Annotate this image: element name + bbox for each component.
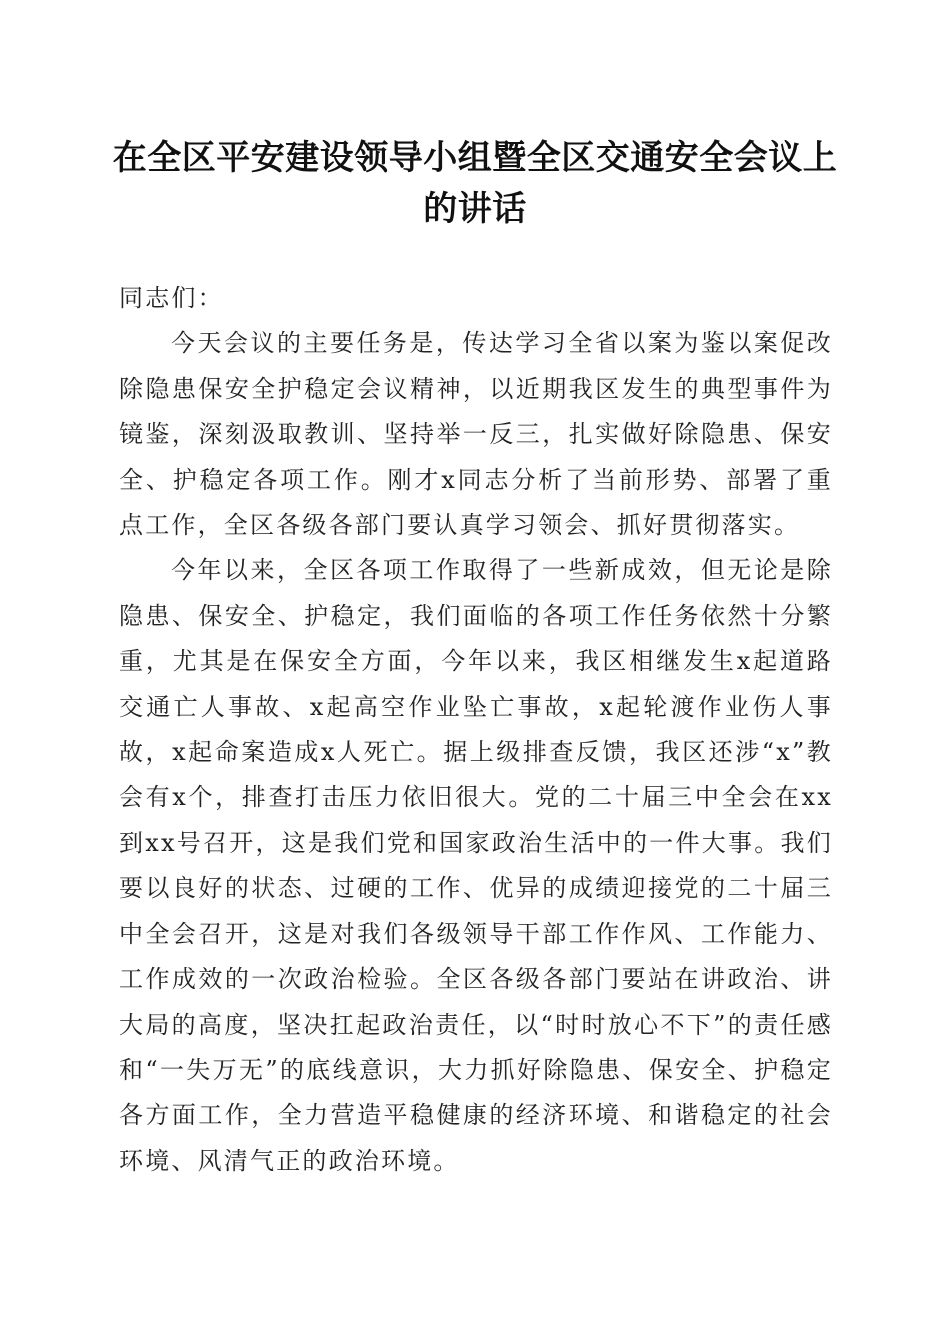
salutation: 同志们： [119, 284, 224, 312]
document-title: 在全区平安建设领导小组暨全区交通安全会议上的讲话 [112, 138, 838, 229]
paragraph-1: 今天会议的主要任务是，传达学习全省以案为鉴以案促改除隐患保安全护稳定会议精神，以近期我区发生的典型事件为镜鉴，深刻汲取教训、坚持举一反三，扎实做好除隐患、保安全、护稳定各项工作。刚才x同志分析了当前形势、部署了重点工作，全区各级各部门要认真学习领会、抓好贯彻落实。 [119, 329, 833, 540]
document-body [119, 276, 833, 1184]
paragraph-2: 今年以来，全区各项工作取得了一些新成效，但无论是除隐患、保安全、护稳定，我们面临的各项工作任务依然十分繁重，尤其是在保安全方面，今年以来，我区相继发生x起道路交通亡人事故、x起高空作业坠亡事故，x起轮渡作业伤人事故，x起命案造成x人死亡。据上级排查反馈，我区还涉“x”教会有x个，排查打击压力依旧很大。党的二十届三中全会在xx到xx号召开，这是我们党和国家政治生活中的一件大事。我们要以良好的状态、过硬的工作、优异的成绩迎接党的二十届三中全会召开，这是对我们各级领导干部工作作风、工作能力、工作成效的一次政治检验。全区各级各部门要站在讲政治、讲大局的高度，坚决扛起政治责任，以“时时放心不下”的责任感和“一失万无”的底线意识，大力抓好除隐患、保安全、护稳定各方面工作，全力营造平稳健康的经济环境、和谐稳定的社会环境、风清气正的政治环境。 [119, 556, 833, 1175]
